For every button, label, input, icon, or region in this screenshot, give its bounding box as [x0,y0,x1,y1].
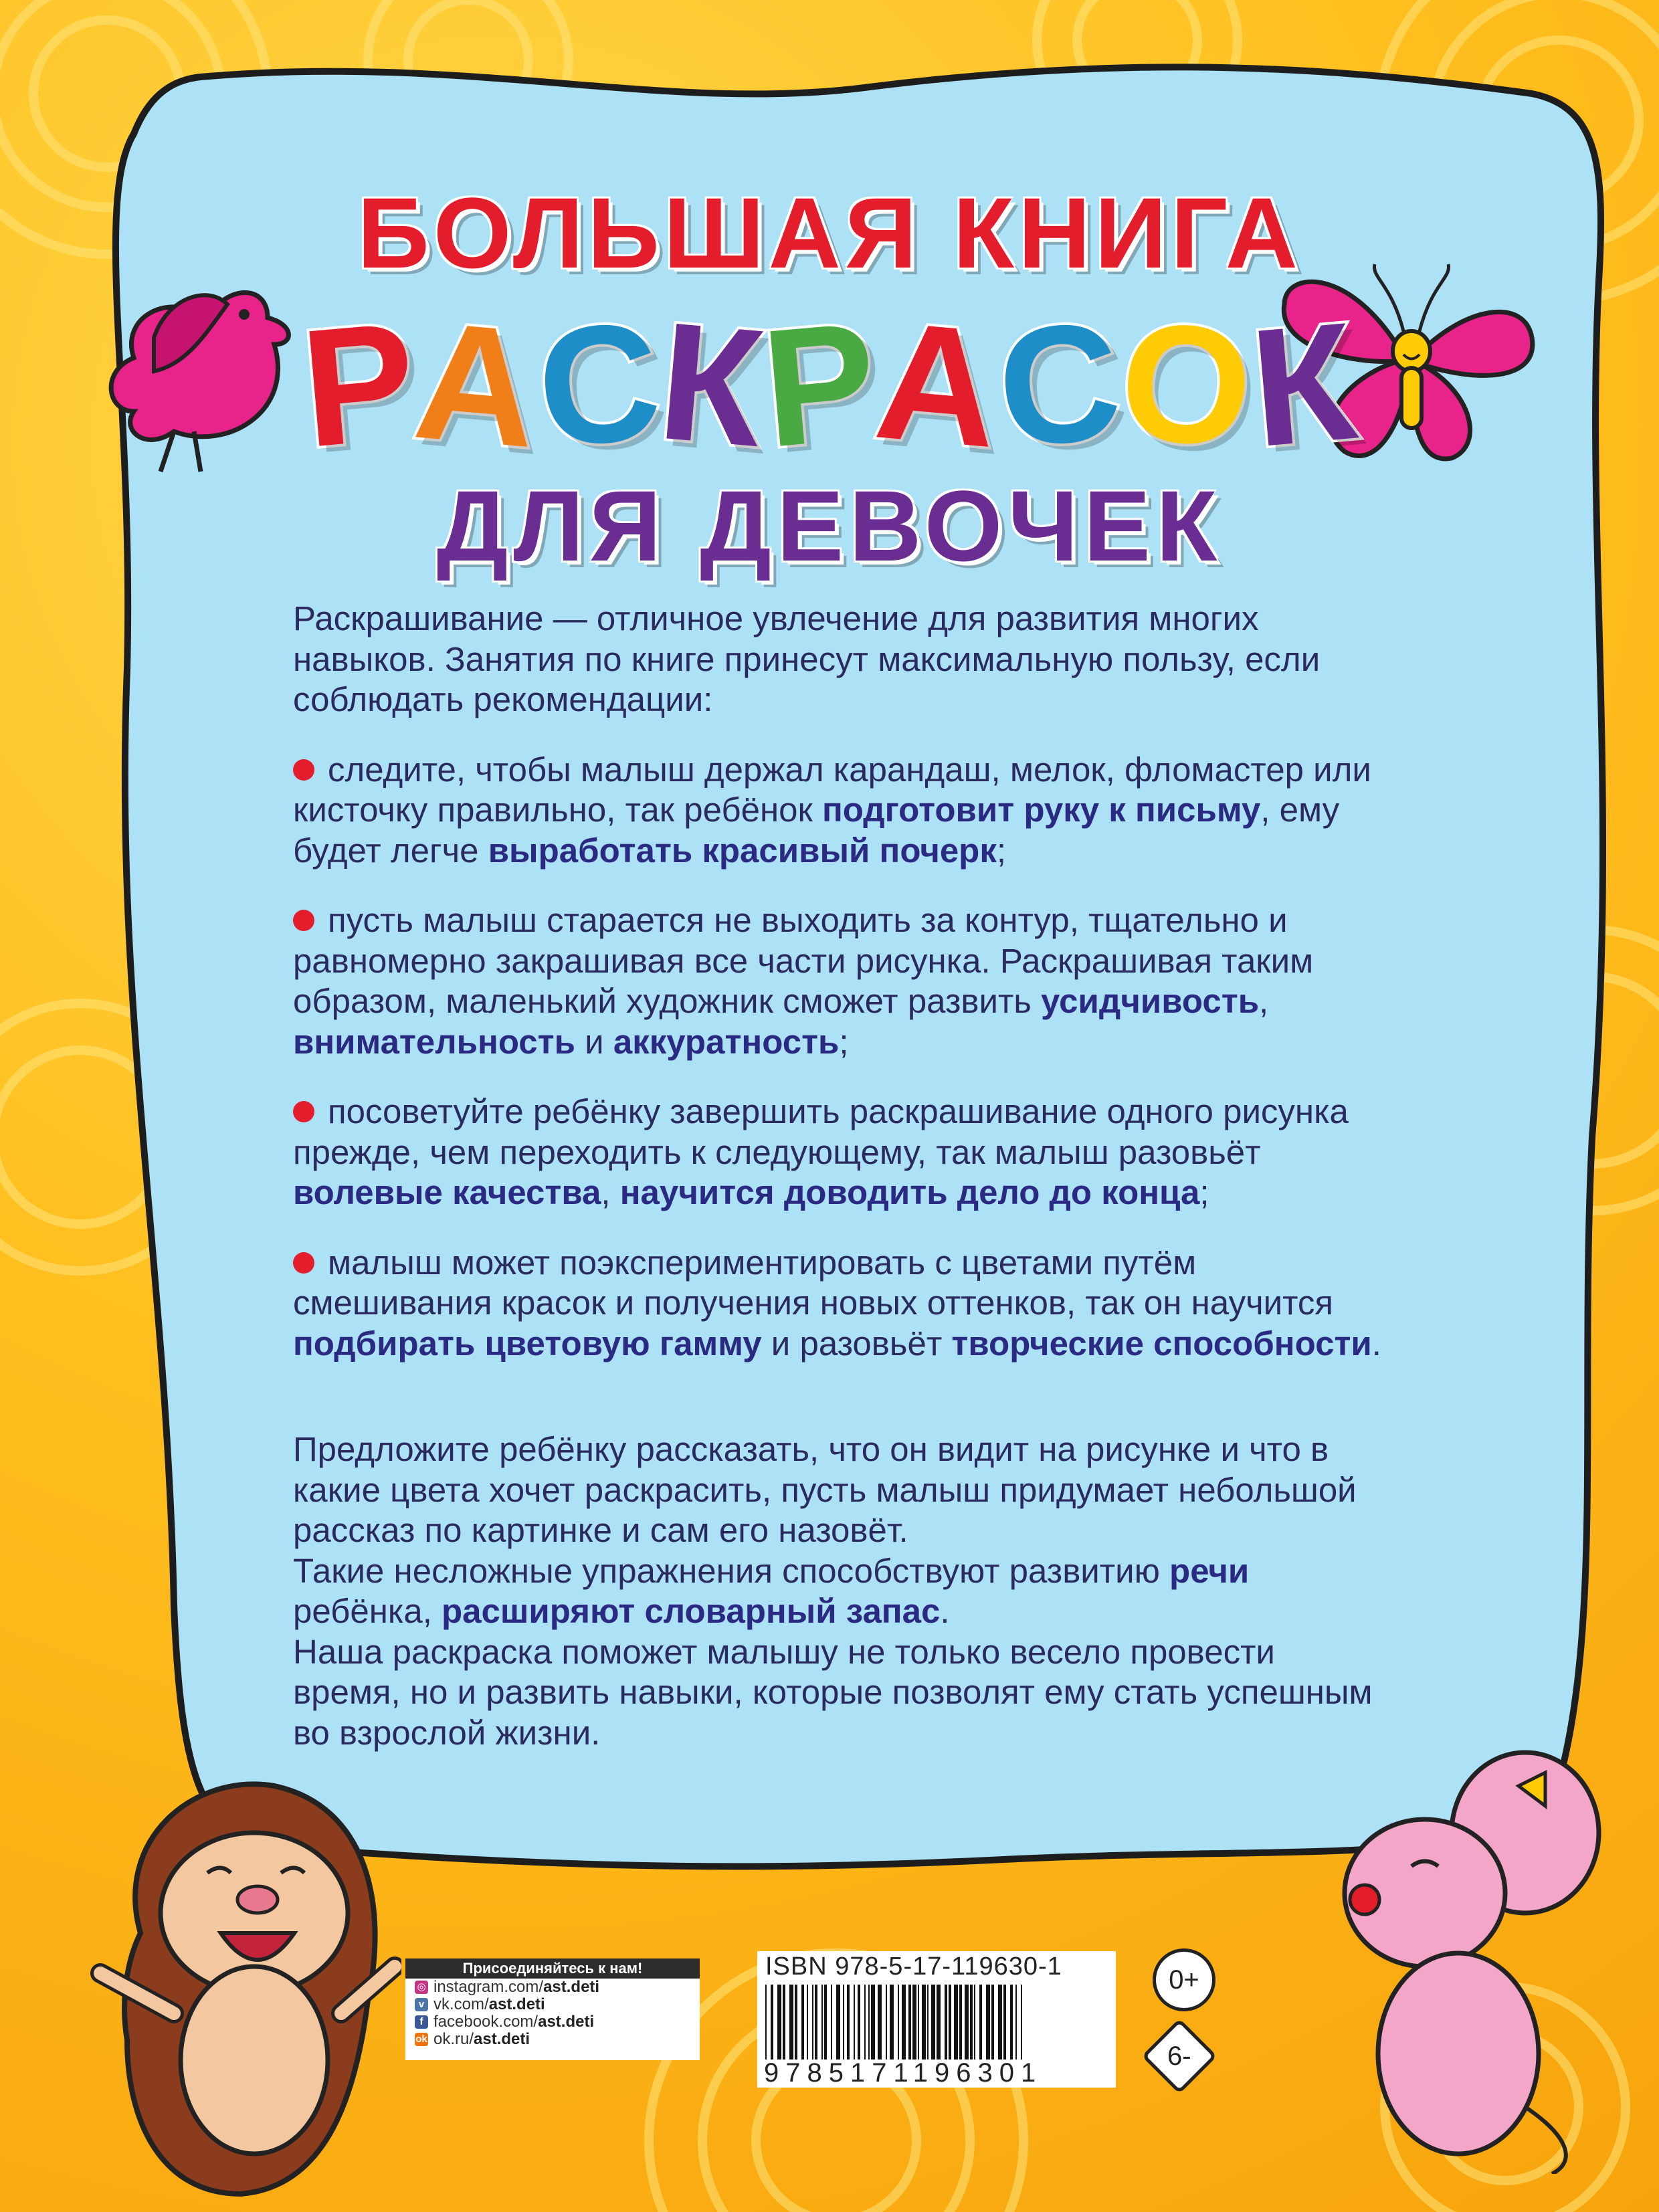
title-letter: К [652,286,772,482]
isbn-label: ISBN 978-5-17-119630-1 [765,1952,1062,1981]
outro-paragraph-3: Наша раскраска поможет малышу не только весело провести время, но и развить навыки, которые позволят ему стать успешным во взрослой жизни. [293,1632,1373,1752]
bullet-dot-icon [293,1101,314,1122]
barcode-bar [918,1985,919,2059]
barcode-bar [945,1985,947,2059]
barcode-bar [922,1985,926,2059]
barcode-bar [868,1985,870,2059]
barcode-bar [771,1985,773,2059]
barcode-bar [777,1985,781,2059]
barcode-bar [801,1985,804,2059]
social-link[interactable] [405,1979,700,1996]
barcode-bar [902,1985,906,2059]
title-letter: Р [295,286,424,482]
barcode-bar [812,1985,813,2059]
barcode-bar [954,1985,958,2059]
barcode-bar [898,1985,899,2059]
title-letter: О [1112,285,1260,484]
title-letter: А [868,286,1007,483]
social-link-prefix: ok.ru/ [433,2030,474,2048]
barcode-icon [765,1985,1108,2059]
barcode-bar [974,1985,975,2059]
barcode-bar [864,1985,866,2059]
mouse-icon [1325,1732,1605,2174]
barcode-bar [836,1985,840,2059]
social-link[interactable] [405,1996,700,2013]
barcode-digits: 9785171196301 [764,2058,1043,2088]
social-link-prefix: instagram.com/ [433,1978,544,1996]
title-letter: А [408,286,547,483]
outro-paragraph-1: Предложите ребёнку рассказать, что он видит на рисунке и что в какие цвета хочет раскрасить, пусть малыш придумает небольшой рассказ по картинке и сам его назовёт. [293,1430,1357,1549]
barcode-bar [959,1985,962,2059]
hedgehog-icon [87,1759,401,2201]
barcode-bar [765,1985,767,2059]
age-rating-6minus: 6- [1141,2018,1217,2094]
barcode-bar [1021,1985,1022,2059]
barcode-bar [890,1985,894,2059]
barcode-bar [807,1985,808,2059]
recommendation-3: посоветуйте ребёнку завершить раскрашивание одного рисунка прежде, чем переходить к следующему, так малыш разовьёт волевые качества, научится доводить дело до конца; [293,1092,1349,1211]
social-link-handle: ast.deti [543,1978,600,1996]
recommendation-2: пусть малыш старается не выходить за контур, тщательно и равномерно закрашивая все части рисунка. Раскрашивая таким образом, маленький художник сможет развить усидчивость, внимательность и аккуратность; [293,901,1314,1061]
social-link-prefix: facebook.com/ [433,2013,539,2031]
barcode-bar [824,1985,827,2059]
barcode-bar [1015,1985,1017,2059]
barcode-bar [979,1985,982,2059]
barcode-bar [871,1985,875,2059]
bullet-dot-icon [293,1252,314,1274]
age-rating-0plus: 0+ [1153,1948,1215,2011]
social-link-handle: ast.deti [474,2030,530,2048]
barcode-bar [991,1985,994,2059]
barcode-bar [965,1985,969,2059]
barcode-bar [815,1985,817,2059]
bullet-dot-icon [293,759,314,781]
barcode-bar [937,1985,941,2059]
outro-paragraph-2: Такие несложные упражнения способствуют развитию речи ребёнка, расширяют словарный запас. [293,1551,1250,1630]
barcode-bar [854,1985,855,2059]
odnoklassniki-icon: ok [415,2033,427,2045]
barcode-bar [998,1985,1002,2059]
barcode-bar [912,1985,916,2059]
barcode-bar [858,1985,860,2059]
barcode-bar [789,1985,793,2059]
barcode-bar [908,1985,911,2059]
barcode-bar [878,1985,882,2059]
barcode-bar [843,1985,844,2059]
social-link[interactable] [405,2013,700,2031]
barcode-bar [927,1985,929,2059]
intro-paragraph: Раскрашивание — отличное увлечение для развития многих навыков. Занятия по книге принесут максимальную пользу, если соблюдать рекомендации: [293,599,1321,718]
description-text [293,599,1390,1753]
barcode-bar [795,1985,797,2059]
barcode-bar [783,1985,785,2059]
barcode-bar [886,1985,887,2059]
barcode-bar [831,1985,832,2059]
barcode-bar [1010,1985,1013,2059]
recommendation-4: малыш может поэкспериментировать с цветами путём смешивания красок и получения новых оттенков, так он научится подбирать цветовую гамму и разовьёт творческие способности. [293,1243,1381,1363]
title-letter: Р [755,286,885,482]
social-link[interactable] [405,2031,700,2048]
instagram-icon: ◎ [415,1981,428,1994]
facebook-icon: f [415,2015,428,2029]
title-letter: К [1244,286,1364,482]
title-line-1: БОЛЬШАЯ КНИГА [357,177,1302,289]
barcode-bar [986,1985,990,2059]
barcode-bar [970,1985,973,2059]
barcode-bar [821,1985,823,2059]
recommendation-1: следите, чтобы малыш держал карандаш, мелок, фломастер или кисточку правильно, так ребёнок подготовит руку к письму, ему будет легче выработать красивый почерк; [293,750,1371,870]
social-link-handle: ast.deti [488,1995,545,2013]
social-links-box [405,1958,700,2060]
social-header: Присоединяйтесь к нам! [405,1958,700,1979]
title-letter: С [530,286,668,483]
title-letter: С [991,286,1129,483]
barcode-bar [1003,1985,1006,2059]
vk-icon: v [415,1998,428,2011]
barcode-bar [949,1985,951,2059]
title-line-3: ДЛЯ ДЕВОЧЕК [436,470,1223,582]
social-link-prefix: vk.com/ [433,1995,489,2013]
bullet-dot-icon [293,910,314,931]
social-link-handle: ast.deti [538,2013,595,2031]
isbn-barcode [757,1951,1116,2088]
title-line-2 [0,285,1659,484]
barcode-bar [931,1985,935,2059]
barcode-bar [847,1985,850,2059]
